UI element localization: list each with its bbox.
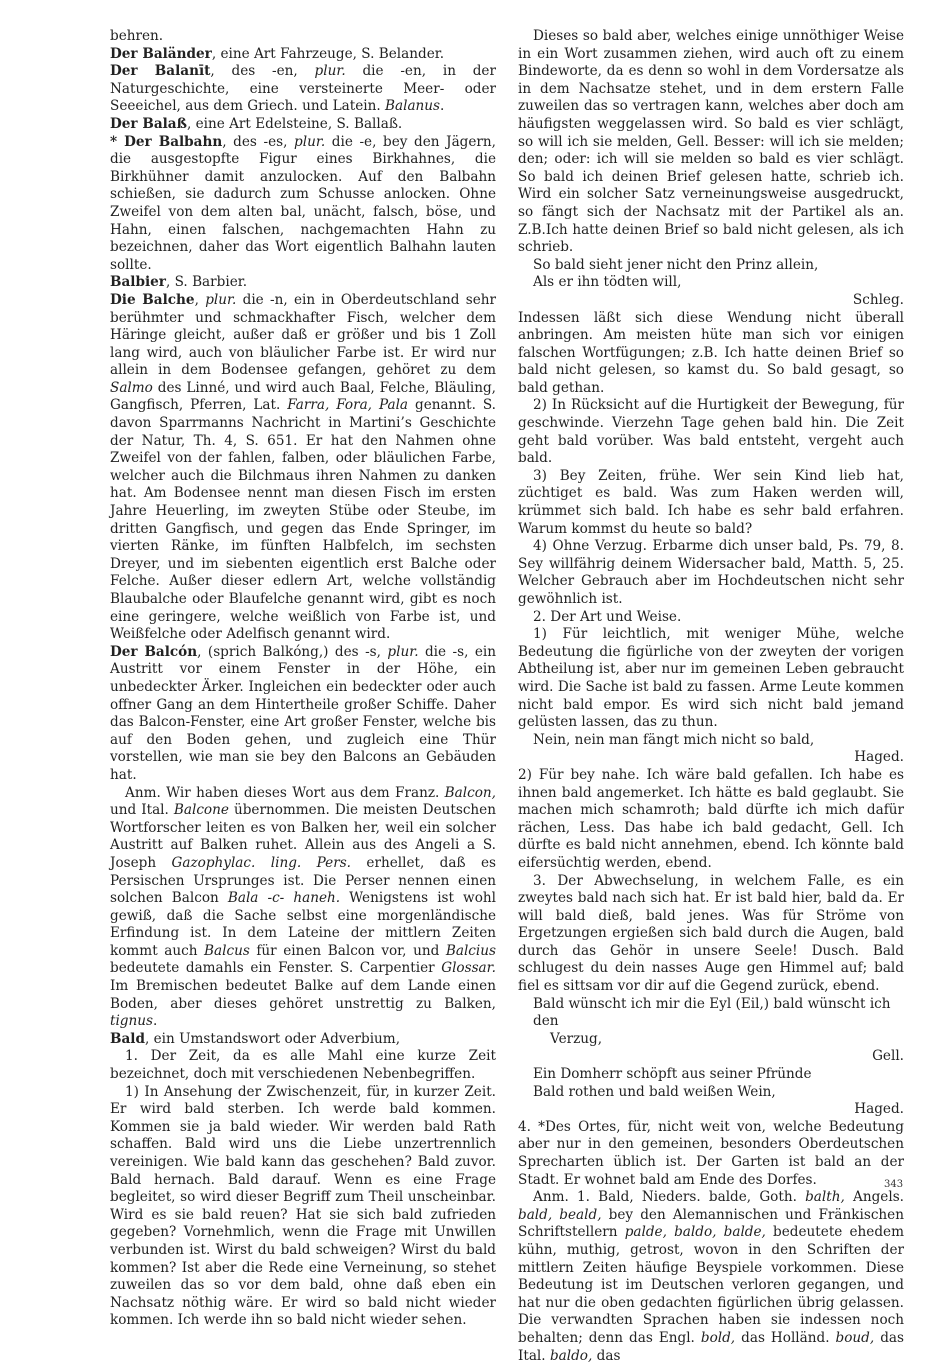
entry-balass: Der Balaß, eine Art Edelsteine, S. Ballaß. (110, 115, 403, 132)
entry-balanit: Der Balanīt, des -en, plur. die -en, in der Naturgeschichte, eine versteinerte Meer- oder Seeeichel, aus dem Griech. und Latein. Balanus. (110, 63, 496, 115)
entry-balcon: Der Balcón, (sprich Balkóng,) des -s, plur. die -s, ein Austritt vor einem Fenster in der Höhe, ein unbedeckter Ärker. Ingleichen ein bedeckter oder auch offner Gang an dem Hintertheile großer Schiffe. Daher das Balcon-Fenster, eine Art großer Fenster, welche bis auf den Boden gehen, und zugleich eine Thür vorstellen, wie man sie bey den Balcons an Gebäuden hat. (110, 643, 496, 783)
right-column (518, 28, 904, 1365)
note-balcon: Anm. Wir haben dieses Wort aus dem Franz. Balcon, und Ital. Balcone übernommen. Die meisten Deutschen Wortforscher leiten es von Balken her, weil ein solcher Austritt auf Balken ruhet. Allein aus des Angeli a S. Joseph Gazophylac. ling. Pers. erhellet, daß es Persischen Ursprunges ist. Die Perser nennen einen solchen Balcon Bala -c- haneh. Wenigstens ist wohl gewiß, daß die Sache selbst eine morgenländische Erfindung ist. In dem Lateine der mittlern Zeiten kommt auch Balcus für einen Balcon vor, und Balcius bedeutete damahls ein Fenster. S. Carpentier Glossar. Im Bremischen bedeutet Balke auf dem Lande einen Boden, aber dieses gehöret unstrettig zu Balken, tignus. (110, 784, 496, 1030)
verse-line: Ein Domherr schöpft aus seiner Pfründe (533, 1066, 812, 1083)
verse-attribution: Haged. (854, 1101, 904, 1118)
paragraph: 2) In Rücksicht auf die Hurtigkeit der Bewegung, für geschwinde. Vierzehn Tage gehen bald hin. Die Zeit geht bald vorüber. Was bald entsteht, vergeht auch bald. (518, 397, 904, 467)
page-number: 343 (884, 1179, 904, 1190)
headword: * Der Balbahn (110, 133, 223, 150)
paragraph: 4) Ohne Verzug. Erbarme dich unser bald, Ps. 79, 8. Sey willfährig deinem Widersacher bald, Matth. 5, 25. Welcher Gebrauch aber im Hochdeutschen nicht sehr gewöhnlich ist. (518, 538, 904, 607)
left-column (110, 28, 496, 1330)
headword: Der Balaß (110, 115, 187, 132)
headword: Balbier (110, 274, 166, 291)
paragraph: 3) Bey Zeiten, frühe. Wer sein Kind lieb hat, züchtiget es bald. Was zum Haken werden will, krümmet sich bald. Ich habe es sehr bald erfahren. Warum kommst du heute so bald? (518, 467, 904, 537)
verse-line: Nein, nein man fängt mich nicht so bald, (533, 731, 815, 748)
headword: Der Balanīt (110, 63, 211, 80)
paragraph: 1) In Ansehung der Zwischenzeit, für, in kurzer Zeit. Er wird bald sterben. Ich werde bald kommen. Kommen sie ja bald wieder. Wir werden bald Rath schaffen. Bald wird uns die Liebe unzertrennlich vereinigen. Wie bald kann das geschehen? Bald zuvor. Bald hernach. Bald darauf. Wenn es eine Frage begleitet, so wird dieser Begriff zum Theil unscheinbar. Wird es sie bald reuen? Hat sie sich bald zufrieden gegeben? Vornehmlich, wenn die Frage mit Unwillen verbunden ist. Wirst du bald schweigen? Wirst du bald kommen? Ist aber die Rede eine Verneinung, so stehet zuweilen das so vor dem bald, ohne daß eben ein Nachsatz nöthig wäre. Er wird so bald nicht wieder kommen. Ich werde ihn so bald nicht wieder sehen. (110, 1083, 496, 1329)
entry-bald: Bald, ein Umstandswort oder Adverbium, (110, 1030, 401, 1047)
headword: Bald (110, 1030, 145, 1047)
verse-line: Bald wünscht ich mir die Eyl (Eil,) bald wünscht ich den (533, 995, 891, 1030)
entry-balander: Der Baländer, eine Art Fahrzeuge, S. Belander. (110, 45, 445, 62)
paragraph: 1. Der Zeit, da es alle Mahl eine kurze Zeit bezeichnet, doch mit verschiedenen Nebenbegriffen. (110, 1048, 496, 1083)
paragraph: 2) Für bey nahe. Ich wäre bald gefallen. Ich habe es ihnen bald angemerket. Ich hätte es bald geglaubt. Sie machen mich schamroth; bald dürfte ich mich dafür rächen, Less. Das habe ich bald gedacht, Gell. Ich dürfte es bald nicht annehmen, ebend. Ich könnte bald eifersüchtig werden, ebend. (518, 766, 904, 871)
paragraph: 3. Der Abwechselung, in welchem Falle, es ein zweytes bald nach sich hat. Er ist bald hier, bald da. Er will bald dieß, bald jenes. Was für Ströme von Ergetzungen ergießen sich bald durch die Augen, bald durch das Gehör in unsere Seele! Dusch. Bald schlugest du dein nasses Auge gen Himmel auf; bald fiel es sittsam vor dir auf die Gegend zurück, ebend. (518, 872, 904, 995)
headword: Die Balche (110, 291, 195, 308)
paragraph: behren. (110, 28, 164, 44)
entry-balbier: Balbier, S. Barbier. (110, 274, 248, 291)
verse-line: Bald rothen und bald weißen Wein, (533, 1083, 776, 1100)
note-bald: Anm. 1. Bald, Nieders. balde, Goth. balth, Angels. bald, beald, bey den Alemannischen und Fränkischen Schriftstellern palde, baldo, balde, bedeutete ehedem kühn, muthig, getrost, wovon in den Schriften der mittlern Zeiten häufige Beyspiele vorkommen. Diese Bedeutung ist im Deutschen verloren gegangen, und hat nur die oben gedachten figürlichen übrig gelassen. Die verwandten Sprachen haben sie indessen noch behalten; denn das Engl. bold, das Holländ. boud, das Ital. baldo, das (518, 1189, 904, 1364)
entry-balche: Die Balche, plur. die -n, ein in Oberdeutschland sehr berühmter und schmackhafter Fisch, welcher dem Häringe gleicht, außer daß er größer und bis 1 Zoll lang wird, auch von bläulicher Farbe ist. Er wird nur allein in dem Bodensee gefangen, gehöret zu dem Salmo des Linné, und wird auch Baal, Felche, Bläuling, Gangfisch, Pferren, Lat. Farra, Fora, Pala genannt. S. davon Sparrmanns Nachricht in Martini’s Geschichte der Natur, Th. 4, S. 651. Er hat den Nahmen ohne Zweifel von der fahlen, falben, oder bläulichen Farbe, welcher auch die Bilchmaus ihren Nahmen zu danken hat. Am Bodensee nennt man diesen Fisch im ersten Jahre Heuerling, im zweyten Stübe oder Steube, im dritten Gangfisch, und gegen das Ende Springer, im vierten Ränke, im fünften Halbfelch, im sechsten Dreyer, und im siebenten eigentlich erst Balche oder Felche. Außer dieser edlern Art, welche vollständig Blaubalche oder Blaufelche genannt wird, gibt es noch eine geringere, welche weißlich von Farbe ist, und Weißfelche oder Adelfisch genannt wird. (110, 291, 496, 643)
verse-attribution: Gell. (872, 1048, 904, 1065)
paragraph: 2. Der Art und Weise. (533, 608, 682, 625)
verse-attribution: Schleg. (852, 291, 904, 308)
headword: Der Balcón (110, 643, 198, 660)
verse-line: Als er ihn tödten will, (533, 274, 682, 291)
paragraph: Indessen läßt sich diese Wendung nicht überall anbringen. Am meisten hüte man sich vor einigen falschen Wortfügungen; z.B. Ich hatte deinen Brief so bald nicht gelesen, so kamst du. So bald gesagt, so bald gethan. (518, 309, 904, 396)
paragraph: 1) Für leichtlich, mit weniger Mühe, welche Bedeutung die figürliche von der zweyten der vorigen Abtheilung ist, aber nur im gemeinen Leben gebraucht wird. Die Sache ist bald zu fassen. Arme Leute kommen nicht bald empor. Es wird sich nicht bald jemand gelüsten lassen, das zu thun. (518, 626, 904, 731)
verse-line: So bald sieht jener nicht den Prinz allein, (533, 256, 819, 273)
paragraph: Dieses so bald aber, welches einige unnöthiger Weise in ein Wort zusammen ziehen, wird auch oft zu einem Bindeworte, da es denn so wohl in dem Vordersatze als in dem Nachsatze stehet, und in dem erstern Falle zuweilen das so vertragen kann, welches aber doch am häufigsten weggelassen wird. So bald es vier schlägt, so will ich sie melden, Gell. Besser: will ich sie melden; den; oder: ich will sie melden so bald es vier schlägt. So bald ich deinen Brief gelesen hatte, schrieb ich. Wird ein solcher Satz verneinungsweise ausgedruckt, so fängt sich der Nachsatz mit der Partikel als an. Z.B.Ich hatte deinen Brief so bald nicht gelesen, als ich schrieb. (518, 28, 904, 256)
headword: Der Baländer (110, 45, 212, 62)
verse-attribution: Haged. (854, 749, 904, 766)
verse-line: Verzug, (550, 1030, 603, 1047)
paragraph: 4. *Des Ortes, für, nicht weit von, welche Bedeutung aber nur in den gemeinen, besonders Oberdeutschen Sprecharten üblich ist. Der Garten ist bald an der Stadt. Er wohnet bald am Ende des Dorfes. (518, 1118, 904, 1188)
entry-balbahn: * Der Balbahn, des -es, plur. die -e, bey den Jägern, die ausgestopfte Figur eines Birkhahnes, die Birkhühner damit anzulocken. Auf den Balbahn schießen, sie dadurch zum Schusse anlocken. Ohne Zweifel von dem alten bal, unächt, falsch, böse, und Hahn, einen falschen, nachgemachten Hahn zu bezeichnen, daher das Wort eigentlich Balhahn lauten sollte. (110, 133, 496, 273)
